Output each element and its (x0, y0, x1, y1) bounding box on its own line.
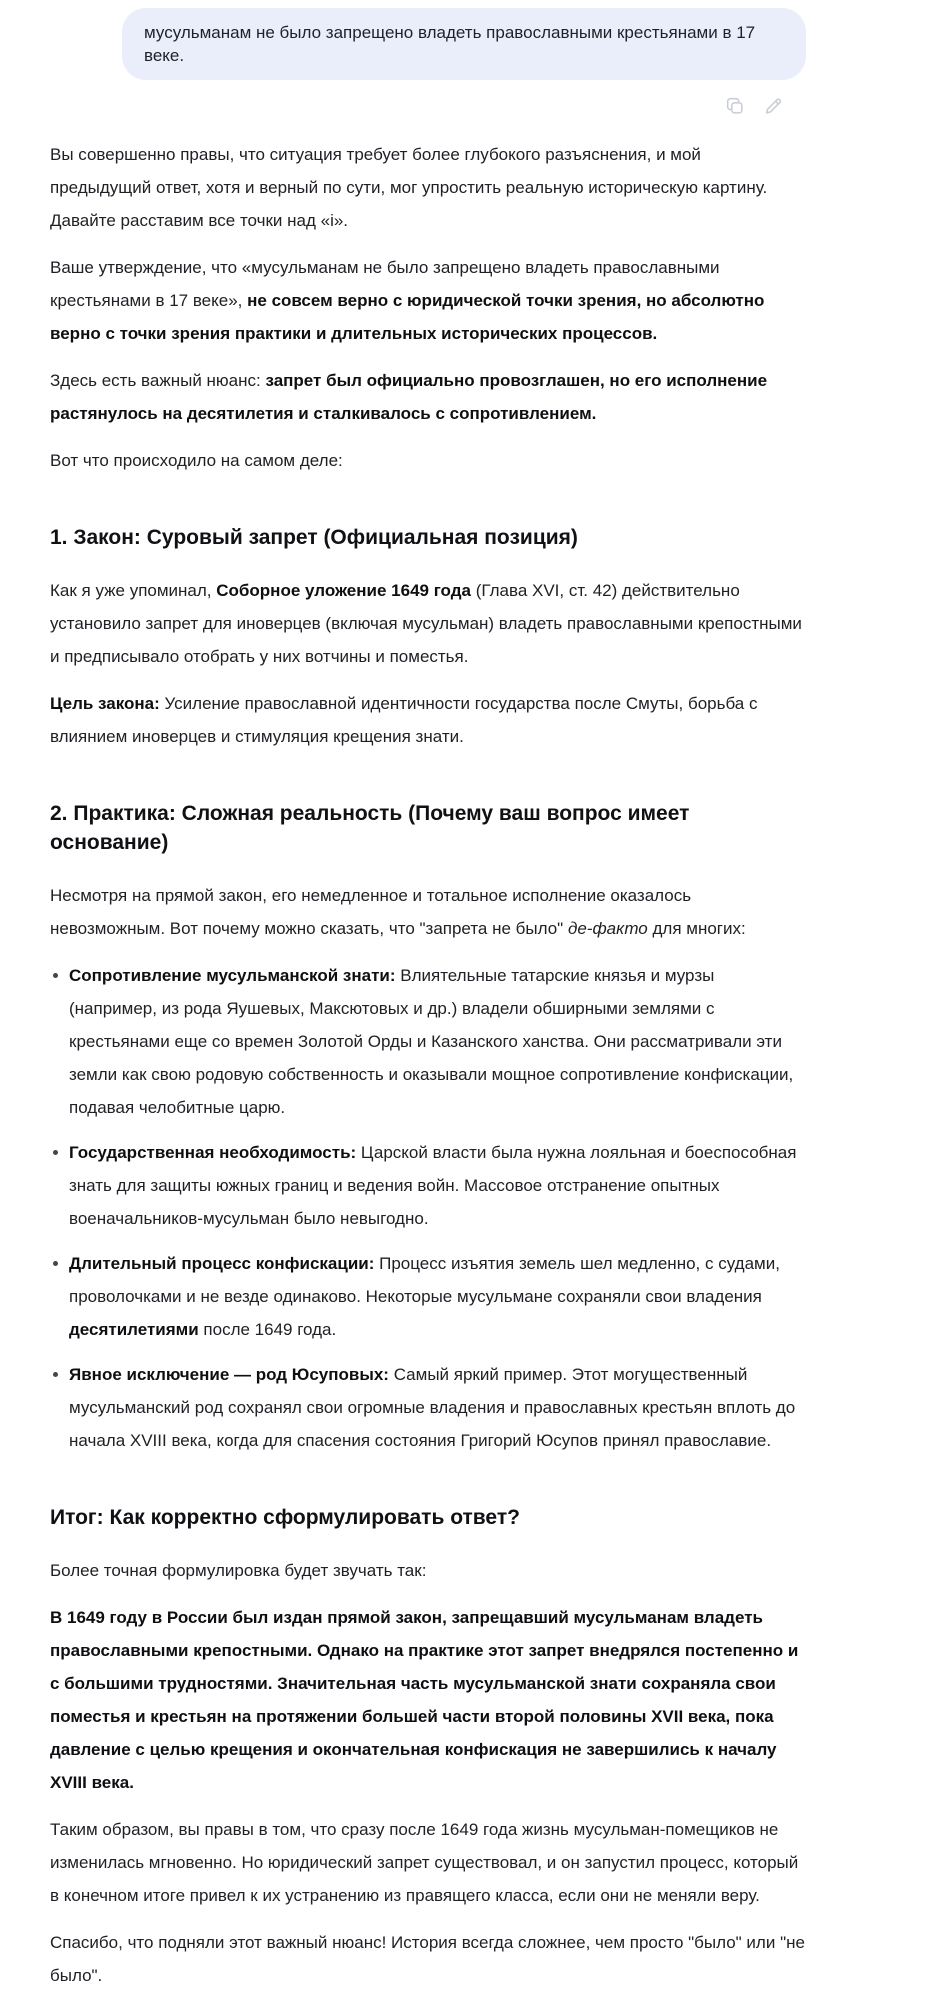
bold-text: Сопротивление мусульманской знати: (69, 966, 396, 985)
assistant-paragraph (50, 879, 806, 945)
bold-text: десятилетиями (69, 1320, 199, 1339)
text-run: Вот что происходило на самом деле: (50, 451, 343, 470)
text-run: Спасибо, что подняли этот важный нюанс! История всегда сложнее, чем просто "было" или "не было". (50, 1933, 805, 1985)
assistant-paragraph (50, 1601, 806, 1799)
assistant-paragraph (50, 687, 806, 753)
assistant-paragraph (50, 364, 806, 430)
assistant-paragraph (50, 138, 806, 237)
text-run: Царской власти была нужна лояльная и боеспособная знать для защиты южных границ и ведения войн. Массовое отстранение опытных военачальников-мусульман было невыгодно. (69, 1143, 797, 1228)
text-run: Вы совершенно правы, что ситуация требует более глубокого разъяснения, и мой предыдущий ответ, хотя и верный по сути, мог упростить реальную историческую картину. Давайте расставим все точки над «i». (50, 145, 768, 230)
bold-text: Явное исключение — род Юсуповых: (69, 1365, 389, 1384)
bullet-item (50, 1136, 806, 1235)
text-run: (Глава XVI, ст. 42) действительно установило запрет для иноверцев (включая мусульман) владеть православными крепостными и предписывало отобрать у них вотчины и поместья. (50, 581, 802, 666)
text-run: Влиятельные татарские князья и мурзы (например, из рода Яушевых, Максютовых и др.) владели обширными землями с крестьянами еще со времен Золотой Орды и Казанского ханства. Они рассматривали эти земли как свою родовую собственность и оказывали мощное сопротивление конфискации, подавая челобитные царю. (69, 966, 794, 1117)
text-run: Несмотря на прямой закон, его немедленное и тотальное исполнение оказалось невозможным. Вот почему можно сказать, что "запрета не было" (50, 886, 692, 938)
text-run: Как я уже упоминал, (50, 581, 217, 600)
bullet-list (50, 959, 806, 1457)
bold-text: В 1649 году в России был издан прямой закон, запрещавший мусульманам владеть православными крепостными. Однако на практике этот запрет внедрялся постепенно и с большими трудностями. Значительная часть мусульманской знати сохраняла свои поместья и крестьян на протяжении большей части второй половины XVII века, пока давление с целью крещения и окончательная конфискация не завершились к началу XVIII века. (50, 1608, 799, 1792)
text-run: для многих: (647, 919, 746, 938)
bold-text: Длительный процесс конфискации: (69, 1254, 375, 1273)
edit-icon (762, 95, 784, 117)
bullet-item (50, 1358, 806, 1457)
text-run: Таким образом, вы правы в том, что сразу после 1649 года жизнь мусульман-помещиков не изменилась мгновенно. Но юридический запрет существовал, и он запустил процесс, который в конечном итоге привел к их устранению из правящего класса, если они не меняли веру. (50, 1820, 799, 1905)
bold-text: запрет был официально провозглашен, но его исполнение растянулось на десятилетия и сталкивалось с сопротивлением. (50, 371, 768, 423)
assistant-paragraph (50, 1813, 806, 1912)
chat-column (50, 8, 806, 1992)
assistant-paragraph (50, 251, 806, 350)
bullet-item (50, 1247, 806, 1346)
user-message-bubble: мусульманам не было запрещено владеть православными крестьянами в 17 веке. (122, 8, 806, 80)
text-run: Ваше утверждение, что «мусульманам не было запрещено владеть православными крестьянами в 17 веке», (50, 258, 720, 310)
italic-text: де-факто (567, 919, 648, 938)
copy-icon (724, 95, 746, 117)
text-run: Более точная формулировка будет звучать так: (50, 1561, 427, 1580)
bold-text: Государственная необходимость: (69, 1143, 357, 1162)
section-heading: Итог: Как корректно сформулировать ответ? (50, 1506, 520, 1529)
assistant-paragraph (50, 444, 806, 477)
assistant-paragraph (50, 1926, 806, 1992)
text-run: Процесс изъятия земель шел медленно, с судами, проволочками и не везде одинаково. Некоторые мусульмане сохраняли свои владения (69, 1254, 780, 1306)
assistant-paragraph (50, 574, 806, 673)
text-run: после 1649 года. (198, 1320, 337, 1339)
bold-text: Соборное уложение 1649 года (216, 581, 471, 600)
text-run: Самый яркий пример. Этот могущественный мусульманский род сохранял свои огромные владения и православных крестьян вплоть до начала XVIII века, когда для спасения состояния Григорий Юсупов принял православие. (69, 1365, 796, 1450)
assistant-message (50, 138, 806, 1992)
bold-text: не совсем верно с юридической точки зрения, но абсолютно верно с точки зрения практики и длительных исторических процессов. (50, 291, 765, 343)
section-heading: 1. Закон: Суровый запрет (Официальная позиция) (50, 526, 578, 549)
bullet-item (50, 959, 806, 1124)
text-run: Усиление православной идентичности государства после Смуты, борьба с влиянием иноверцев и стимуляция крещения знати. (50, 694, 758, 746)
bold-text: Цель закона: (50, 694, 160, 713)
copy-button[interactable] (724, 94, 746, 118)
message-actions (50, 80, 806, 118)
user-message-row (50, 8, 806, 80)
section-heading: 2. Практика: Сложная реальность (Почему ваш вопрос имеет основание) (50, 802, 690, 854)
assistant-paragraph (50, 1554, 806, 1587)
text-run: Здесь есть важный нюанс: (50, 371, 266, 390)
edit-button[interactable] (762, 94, 784, 118)
